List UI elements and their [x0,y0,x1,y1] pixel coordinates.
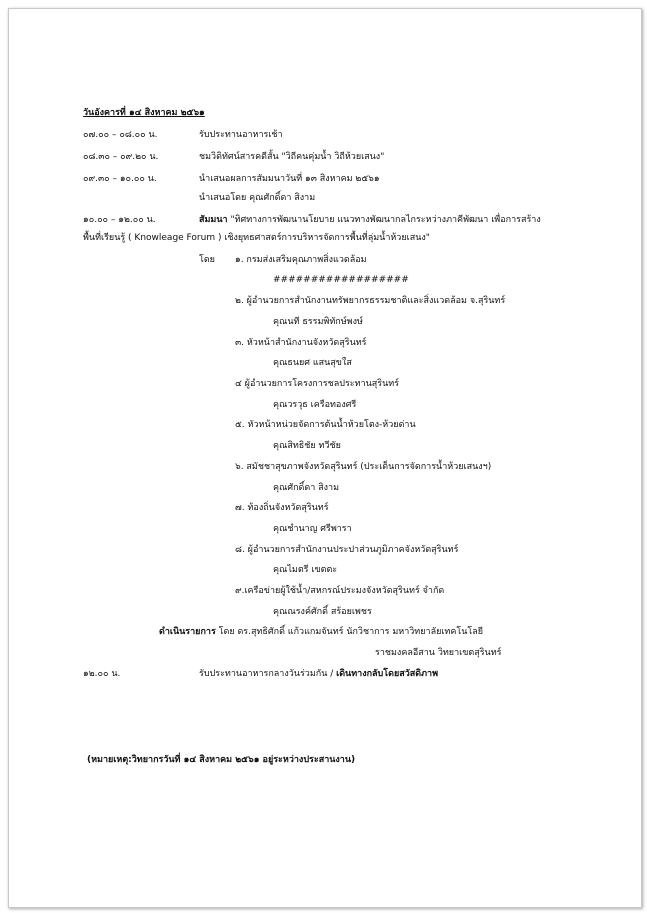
panel-person: คุณนที ธรรมพิทักษ์พงษ์ [273,317,363,327]
day-heading: วันอังคารที่ ๑๔ สิงหาคม ๒๕๖๑ [83,108,205,118]
panel-role: ๓. หัวหน้าสำนักงานจังหวัดสุรินทร์ [235,338,367,348]
panel-person: คุณไมตรี เขตตะ [273,565,338,575]
moderator-name: โดย ดร.สุทธิศักดิ์ แก้วแกมจันทร์ นักวิชาการ มหาวิทยาลัยเทคโนโลยี [215,627,483,637]
schedule-time: ๑๒.๐๐ น. [83,669,121,679]
panel-person: คุณสิทธิชัย ทวีชัย [273,441,341,451]
panel-role: ๒. ผู้อำนวยการสำนักงานทรัพยากรธรรมชาติและสิ่งแวดล้อม จ.สุรินทร์ [235,296,506,306]
document-page [8,8,642,908]
moderator-line [159,626,483,638]
schedule-activity [199,214,541,226]
lunch-activity: รับประทานอาหารกลางวันร่วมกัน / [199,669,337,679]
moderator-affiliation: ราชมงคลอีสาน วิทยาเขตสุรินทร์ [375,648,502,658]
panel-role: ๑. กรมส่งเสริมคุณภาพสิ่งแวดล้อม [235,255,367,265]
panel-role: ๖. สมัชชาสุขภาพจังหวัดสุรินทร์ (ประเด็นการจัดการน้ำห้วยเสนงฯ) [235,462,492,472]
schedule-activity: นำเสนอผลการสัมมนาวันที่ ๑๓ สิงหาคม ๒๕๖๑ [199,174,380,184]
panel-person: คุณณรงค์ศักดิ์ สร้อยเพชร [273,607,372,617]
panel-role: ๘. ผู้อำนวยการสำนักงานประปาส่วนภูมิภาคจังหวัดสุรินทร์ [235,545,459,555]
panel-person: คุณชำนาญ ศรีพารา [273,524,352,534]
panel-person: ################## [273,275,409,285]
schedule-time: ๐๗.๐๐ – ๐๘.๐๐ น. [83,130,158,140]
panel-label: โดย [199,255,215,265]
panel-role: ๙.เครือข่ายผู้ใช้น้ำ/สหกรณ์ประมงจังหวัดสุรินทร์ จำกัด [235,586,445,596]
schedule-activity: รับประทานอาหารเช้า [199,130,283,140]
panel-role: ๗. ท้องถิ่นจังหวัดสุรินทร์ [235,503,329,513]
schedule-activity-continued: พื้นที่เรียนรู้ ( Knowleage Forum ) เชิงยุทธศาสตร์การบริหารจัดการพื้นที่ลุ่มน้ำห้วยเสนง" [83,233,430,243]
schedule-activity [199,668,438,680]
schedule-presenter: นำเสนอโดย คุณศักดิ์ดา สิงาม [199,193,316,203]
moderator-label: ดำเนินรายการ [159,627,216,637]
schedule-time: ๐๙.๓๐ – ๑๐.๐๐ น. [83,174,157,184]
panel-role: ๕. หัวหน้าหน่วยจัดการต้นน้ำห้วยโตง-ห้วยด่าน [235,420,416,430]
seminar-label: สัมมนา [199,215,228,225]
return-trip: เดินทางกลับโดยสวัสดิภาพ [336,669,439,679]
seminar-title: "ทิศทางการพัฒนานโยบาย แนวทางพัฒนากลไกระหว่างภาคีพัฒนา เพื่อการสร้าง [227,215,541,225]
panel-person: คุณศักดิ์ดา สิงาม [273,483,340,493]
panel-person: คุณวรวุธ เครือทองศรี [273,400,357,410]
schedule-activity: ชมวิดิทัศน์สารคดีสั้น "วิถีคนคุ่มน้ำ วิถีห้วยเสนง" [199,152,385,162]
footnote: (หมายเหตุ:วิทยากรวันที่ ๑๔ สิงหาคม ๒๕๖๑ อยู่ระหว่างประสานงาน) [87,755,356,765]
panel-role: ๔ ผู้อำนวยการโครงการชลประทานสุรินทร์ [235,379,400,389]
schedule-time: ๐๘.๓๐ – ๐๙.๒๐ น. [83,152,159,162]
schedule-time: ๑๐.๐๐ – ๑๒.๐๐ น. [83,215,156,225]
panel-person: คุณธนยศ แสนสุขใส [273,358,352,368]
